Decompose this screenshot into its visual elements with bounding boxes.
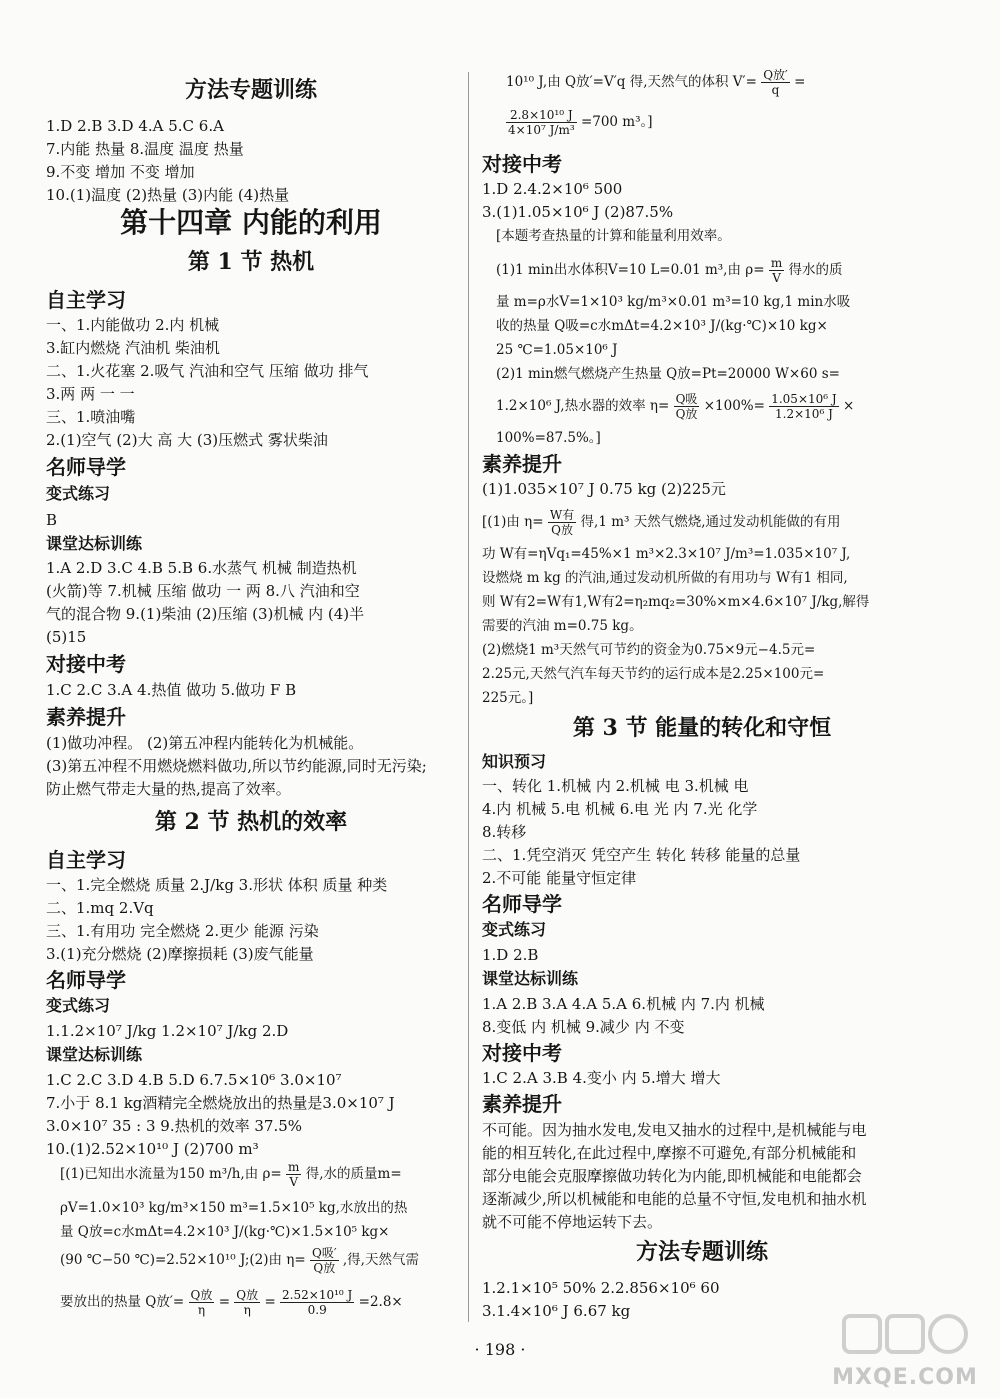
heading: 自主学习 — [46, 848, 126, 872]
answer-line: 能的相互转化,在此过程中,摩擦不可避免,有部分机械能和 — [482, 1144, 857, 1162]
subheading: 课堂达标训练 — [46, 1045, 143, 1064]
fraction: $\frac{\text{1.05×10⁶ J}}{\text{1.2×10⁶ J}}$ — [771, 392, 837, 421]
column-divider — [468, 72, 469, 1322]
answer-line: 一、1.完全燃烧 质量 2.J/kg 3.形状 体积 质量 种类 — [46, 876, 388, 894]
explanation-line: 100%=87.5%。] — [496, 430, 601, 446]
page-number: · 198 · — [474, 1340, 526, 1359]
fraction: $\frac{\text{Q放}}{\eta}$ — [190, 1288, 213, 1317]
answer-line: 3.缸内燃烧 汽油机 柴油机 — [46, 339, 220, 357]
answer-line: 7.内能 热量 8.温度 温度 热量 — [46, 140, 244, 158]
answer-line: 1.D 2.B — [482, 946, 539, 964]
explanation-line: 1.2×10⁶ J,热水器的效率 η= $\frac{\text{Q吸}}{\text{Q放}}$ ×100%= $\frac{\text{1.05×10⁶ J}}{\text{1.2×10⁶ J}}$ × — [496, 392, 855, 421]
fraction: $\frac{m}{V}$ — [288, 1160, 300, 1189]
explanation-line: 需要的汽油 m=0.75 kg。 — [482, 618, 643, 634]
answer-line: 9.不变 增加 不变 增加 — [46, 163, 195, 181]
watermark — [820, 1310, 990, 1390]
answer-line: 防止燃气带走大量的热,提高了效率。 — [46, 780, 291, 798]
fraction: $\frac{\text{Q吸′}}{\text{Q放}}$ — [312, 1246, 337, 1275]
chapter-title: 第十四章 内能的利用 — [120, 206, 382, 239]
answer-line: 3.0×10⁷ 35 : 3 9.热机的效率 37.5% — [46, 1117, 303, 1135]
answer-line: 气的混合物 9.(1)柴油 (2)压缩 (3)机械 内 (4)半 — [46, 605, 365, 623]
section-title: 第 3 节 能量的转化和守恒 — [572, 715, 832, 741]
section-title: 方法专题训练 — [635, 1239, 768, 1265]
heading: 对接中考 — [46, 652, 126, 676]
answer-line: 1.D 2.B 3.D 4.A 5.C 6.A — [46, 117, 224, 135]
answer-line: 8.转移 — [482, 823, 527, 841]
explanation-line: 设燃烧 m kg 的汽油,通过发动机所做的有用功与 W有1 相同, — [482, 570, 848, 586]
answer-line: (3)第五冲程不用燃烧燃料做功,所以节约能源,同时无污染; — [46, 757, 427, 775]
heading: 名师导学 — [46, 455, 126, 479]
explanation-line: 25 ℃=1.05×10⁶ J — [496, 342, 618, 358]
answer-line: (火箭)等 7.机械 压缩 做功 一 两 8.八 汽油和空 — [46, 582, 360, 600]
heading: 自主学习 — [46, 288, 126, 312]
answer-line: 3.(1)1.05×10⁶ J (2)87.5% — [482, 203, 674, 221]
subheading: 变式练习 — [46, 484, 111, 503]
answer-line: 不可能。因为抽水发电,发电又抽水的过程中,是机械能与电 — [482, 1121, 867, 1139]
explanation-line: 要放出的热量 Q放′= $\frac{\text{Q放}}{\eta}$ = $\frac{\text{Q放}}{\eta}$ = $\frac{\text{2.52×10¹⁰ J}}{0.9}$ =2.8× — [60, 1288, 403, 1317]
explanation-line: 则 W有2=W有1,W有2=η₂mq₂=30%×m×4.6×10⁷ J/kg,解得 — [482, 594, 870, 610]
section-title: 第 1 节 热机 — [187, 249, 315, 275]
answer-line: 8.变低 内 机械 9.减少 内 不变 — [482, 1018, 685, 1036]
answer-line: 1.1.2×10⁷ J/kg 1.2×10⁷ J/kg 2.D — [46, 1022, 289, 1040]
answer-line: 4.内 机械 5.电 机械 6.电 光 内 7.光 化学 — [482, 800, 758, 818]
answer-line: 10.(1)2.52×10¹⁰ J (2)700 m³ — [46, 1140, 259, 1158]
subheading: 课堂达标训练 — [46, 534, 143, 553]
answer-line: 1.A 2.B 3.A 4.A 5.A 6.机械 内 7.内 机械 — [482, 995, 765, 1013]
answer-line: 一、1.内能做功 2.内 机械 — [46, 316, 220, 334]
heading: 对接中考 — [482, 1041, 562, 1065]
answer-line: (1)做功冲程。 (2)第五冲程内能转化为机械能。 — [46, 734, 364, 752]
fraction: $\frac{\text{2.8×10¹⁰ J}}{\text{4×10⁷ J/m³}}$ — [508, 108, 575, 137]
answer-line: 1.C 2.A 3.B 4.变小 内 5.增大 增大 — [482, 1069, 721, 1087]
answer-line: (5)15 — [46, 628, 87, 646]
answer-line: 1.C 2.C 3.D 4.B 5.D 6.7.5×10⁶ 3.0×10⁷ — [46, 1071, 342, 1089]
answer-line: 二、1.火花塞 2.吸气 汽油和空气 压缩 做功 排气 — [46, 362, 369, 380]
subheading: 变式练习 — [46, 996, 111, 1015]
answer-line: 1.A 2.D 3.C 4.B 5.B 6.水蒸气 机械 制造热机 — [46, 559, 357, 577]
heading: 素养提升 — [482, 1092, 562, 1116]
answer-line: 1.2.1×10⁵ 50% 2.2.856×10⁶ 60 — [482, 1279, 720, 1297]
explanation-line: 量 m=ρ水V=1×10³ kg/m³×0.01 m³=10 kg,1 min水吸 — [496, 294, 851, 310]
fraction: $\frac{\text{Q放}}{\eta}$ — [236, 1288, 259, 1317]
explanation-line: 功 W有=ηVq₁=45%×1 m³×2.3×10⁷ J/m³=1.035×10⁷ J, — [482, 546, 851, 562]
answer-line: 三、1.有用功 完全燃烧 2.更少 能源 污染 — [46, 922, 319, 940]
subheading: 知识预习 — [482, 752, 547, 771]
explanation-line: [(1)已知出水流量为150 m³/h,由 ρ= $\frac{m}{V}$ 得,水的质量m= — [60, 1160, 402, 1189]
answer-line: 二、1.mq 2.Vq — [46, 899, 154, 917]
answer-line: 2.(1)空气 (2)大 高 大 (3)压燃式 雾状柴油 — [46, 431, 328, 449]
answer-line: 逐渐减少,所以机械能和电能的总量不守恒,发电机和抽水机 — [482, 1190, 867, 1208]
answer-line: 1.C 2.C 3.A 4.热值 做功 5.做功 F B — [46, 681, 297, 699]
heading: 名师导学 — [46, 968, 126, 992]
watermark-logo-icon — [840, 1310, 970, 1360]
explanation-line: (90 ℃−50 ℃)=2.52×10¹⁰ J;(2)由 η= $\frac{\text{Q吸′}}{\text{Q放}}$ ,得,天然气需 — [60, 1246, 419, 1275]
answer-line: 部分电能会克服摩擦做功转化为内能,即机械能和电能都会 — [482, 1167, 862, 1185]
answer-line: 1.D 2.4.2×10⁶ 500 — [482, 180, 623, 198]
answer-line: 10.(1)温度 (2)热量 (3)内能 (4)热量 — [46, 186, 290, 204]
answer-line: 3.(1)充分燃烧 (2)摩擦损耗 (3)废气能量 — [46, 945, 314, 963]
answer-line: 三、1.喷油嘴 — [46, 408, 136, 426]
fraction: $\frac{\text{Q放′}}{q}$ — [763, 68, 788, 97]
explanation-line: (2)燃烧1 m³天然气可节约的资金为0.75×9元−4.5元= — [482, 642, 816, 658]
fraction: $\frac{\text{2.52×10¹⁰ J}}{0.9}$ — [282, 1288, 353, 1317]
fraction: $\frac{\text{Q吸}}{\text{Q放}}$ — [675, 392, 698, 421]
heading: 素养提升 — [46, 705, 126, 729]
fraction: $\frac{m}{V}$ — [770, 256, 783, 285]
fraction: $\frac{\text{W有}}{\text{Q放}}$ — [549, 508, 575, 537]
explanation-line: ρV=1.0×10³ kg/m³×150 m³=1.5×10⁵ kg,水放出的热 — [60, 1200, 408, 1216]
answer-line: 一、转化 1.机械 内 2.机械 电 3.机械 电 — [482, 777, 749, 795]
explanation-line: 10¹⁰ J,由 Q放′=V′q 得,天然气的体积 V′= $\frac{\text{Q放′}}{q}$ = — [506, 68, 806, 97]
answer-line: 二、1.凭空消灭 凭空产生 转化 转移 能量的总量 — [482, 846, 801, 864]
explanation-line: 225元。] — [482, 690, 534, 706]
explanation-line: [(1)由 η= $\frac{\text{W有}}{\text{Q放}}$ 得,1 m³ 天然气燃烧,通过发动机能做的有用 — [482, 508, 841, 537]
explanation-line: (2)1 min燃气燃烧产生热量 Q放=Pt=20000 W×60 s= — [496, 366, 840, 382]
heading: 名师导学 — [482, 892, 562, 916]
explanation-line: 收的热量 Q吸=c水mΔt=4.2×10³ J/(kg·℃)×10 kg× — [496, 318, 828, 334]
heading: 素养提升 — [482, 452, 562, 476]
answer-line: 3.两 两 一 一 — [46, 385, 135, 403]
answer-line: 7.小于 8.1 kg酒精完全燃烧放出的热量是3.0×10⁷ J — [46, 1094, 395, 1112]
explanation-line: (1)1 min出水体积V=10 L=0.01 m³,由 ρ= $\frac{m}{V}$ 得水的质 — [496, 256, 843, 285]
explanation-line: [本题考查热量的计算和能量利用效率。 — [496, 228, 731, 244]
subheading: 变式练习 — [482, 920, 547, 939]
section-title: 第 2 节 热机的效率 — [154, 809, 348, 835]
explanation-line: 量 Q放=c水mΔt=4.2×10³ J/(kg·℃)×1.5×10⁵ kg× — [60, 1224, 390, 1240]
answer-line: 2.不可能 能量守恒定律 — [482, 869, 637, 887]
explanation-line: 2.25元,天然气汽车每天节约的运行成本是2.25×100元= — [482, 666, 825, 682]
watermark-text: MXQE.COM — [832, 1365, 978, 1390]
answer-line: (1)1.035×10⁷ J 0.75 kg (2)225元 — [482, 480, 726, 498]
heading: 对接中考 — [482, 152, 562, 176]
explanation-line: $\frac{\text{2.8×10¹⁰ J}}{\text{4×10⁷ J/m³}}$ =700 m³。] — [508, 108, 653, 137]
answer-line: 就不可能不停地运转下去。 — [482, 1213, 663, 1231]
answer-line: 3.1.4×10⁶ J 6.67 kg — [482, 1302, 631, 1320]
subheading: 课堂达标训练 — [482, 969, 579, 988]
answer-line: B — [46, 511, 58, 529]
section-title: 方法专题训练 — [184, 77, 317, 103]
